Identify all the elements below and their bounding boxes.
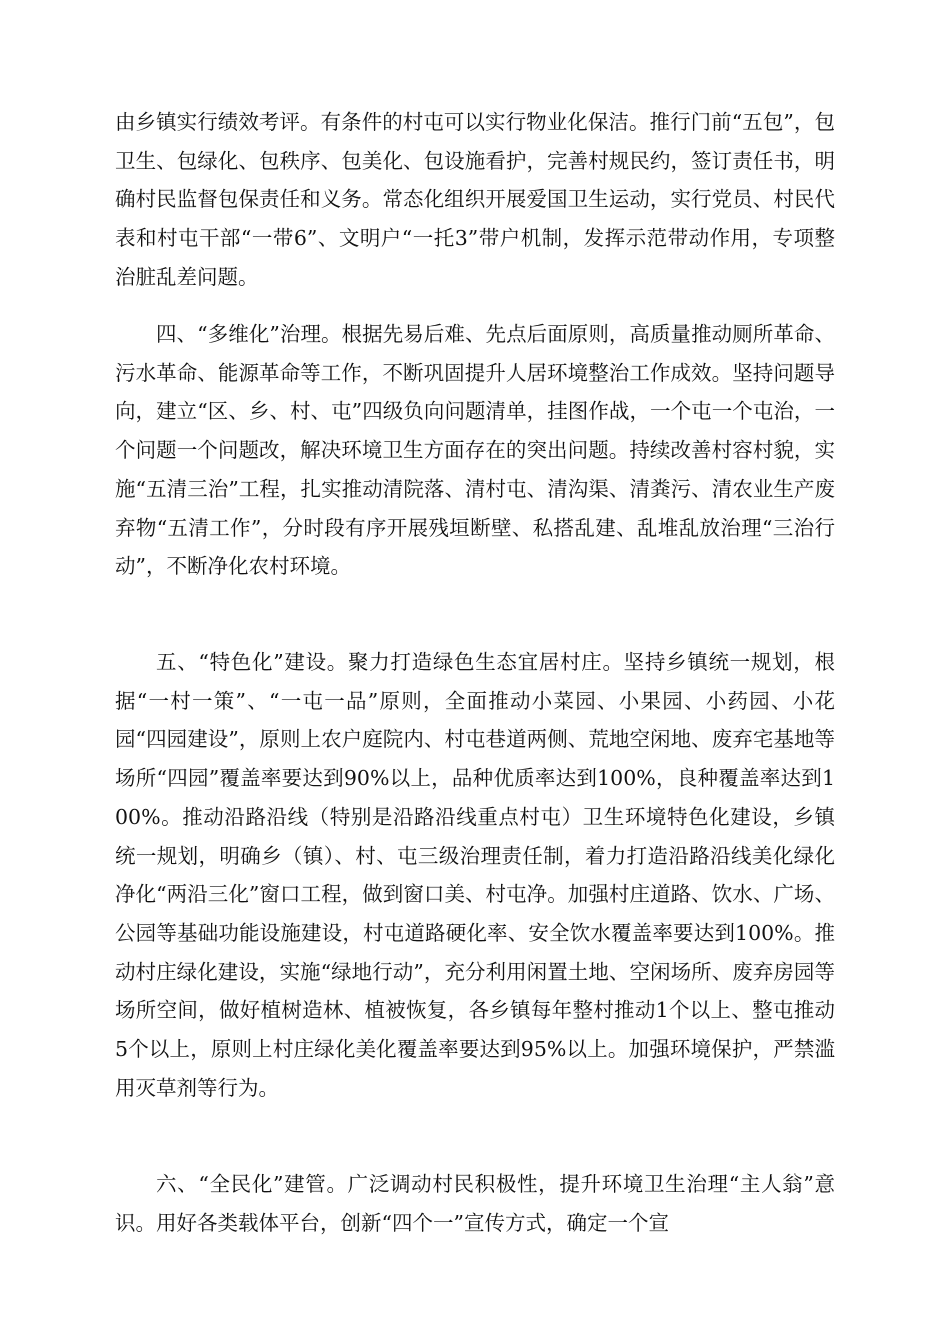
- paragraph-section-five: 五、“特色化”建设。聚力打造绿色生态宜居村庄。坚持乡镇统一规划，根据“一村一策”、“一屯一品”原则，全面推动小菜园、小果园、小药园、小花园“四园建设”，原则上农户庭院内、村屯巷道两侧、荒地空闲地、废弃宅基地等场所“四园”覆盖率要达到90%以上，品种优质率达到100%，良种覆盖率达到100%。推动沿路沿线（特别是沿路沿线重点村屯）卫生环境特色化建设，乡镇统一规划，明确乡（镇）、村、屯三级治理责任制，着力打造沿路沿线美化绿化净化“两沿三化”窗口工程，做到窗口美、村屯净。加强村庄道路、饮水、广场、公园等基础功能设施建设，村屯道路硬化率、安全饮水覆盖率要达到100%。推动村庄绿化建设，实施“绿地行动”，充分利用闲置土地、空闲场所、废弃房园等场所空间，做好植树造林、植被恢复，各乡镇每年整村推动1个以上、整屯推动5个以上，原则上村庄绿化美化覆盖率要达到95%以上。加强环境保护，严禁滥用灭草剂等行为。: [115, 650, 835, 1100]
- paragraph-continuation: 由乡镇实行绩效考评。有条件的村屯可以实行物业化保洁。推行门前“五包”，包卫生、包绿化、包秩序、包美化、包设施看护，完善村规民约，签订责任书，明确村民监督包保责任和义务。常态化组织开展爱国卫生运动，实行党员、村民代表和村屯干部“一带6”、文明户“一托3”带户机制，发挥示范带动作用，专项整治脏乱差问题。: [115, 110, 835, 289]
- paragraph-section-four: 四、“多维化”治理。根据先易后难、先点后面原则，高质量推动厕所革命、污水革命、能源革命等工作，不断巩固提升人居环境整治工作成效。坚持问题导向，建立“区、乡、村、屯”四级负向问题清单，挂图作战，一个屯一个屯治，一个问题一个问题改，解决环境卫生方面存在的突出问题。持续改善村容村貌，实施“五清三治”工程，扎实推动清院落、清村屯、清沟渠、清粪污、清农业生产废弃物“五清工作”，分时段有序开展残垣断壁、私搭乱建、乱堆乱放治理“三治行动”，不断净化农村环境。: [115, 322, 835, 579]
- paragraph-section-six: 六、“全民化”建管。广泛调动村民积极性，提升环境卫生治理“主人翁”意识。用好各类载体平台，创新“四个一”宣传方式，确定一个宣: [115, 1172, 835, 1235]
